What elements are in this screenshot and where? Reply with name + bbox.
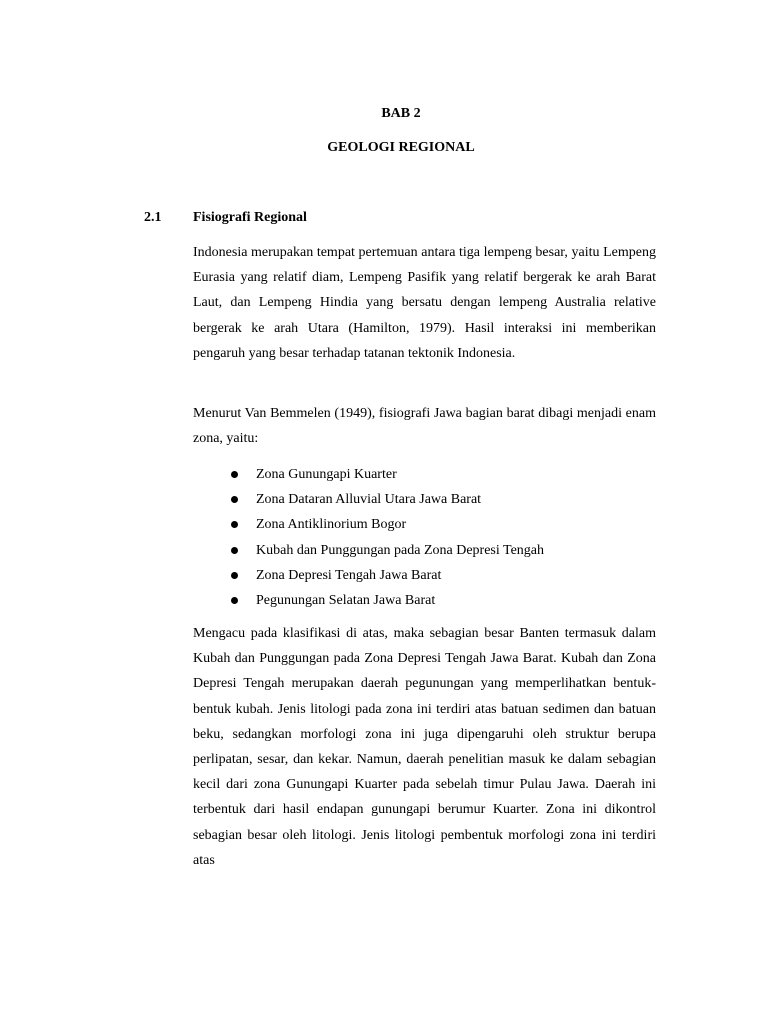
- chapter-title: GEOLOGI REGIONAL: [327, 140, 475, 155]
- list-item-text: Zona Antiklinorium Bogor: [256, 517, 407, 533]
- list-item: [229, 588, 544, 613]
- paragraph-banten-classification: Mengacu pada klasifikasi di atas, maka sebagian besar Banten termasuk dalam Kubah dan Punggungan pada Zona Depresi Tengah Jawa Barat. Kubah dan Zona Depresi Tengah merupakan daerah pegunungan yang memperlihatkan bentuk-bentuk kubah. Jenis litologi pada zona ini terdiri atas batuan sedimen dan batuan beku, sedangkan morfologi zona ini juga dipengaruhi oleh struktur berupa perlipatan, sesar, dan kekar. Namun, daerah penelitian masuk ke dalam sebagian kecil dari zona Gunungapi Kuarter pada sebelah timur Pulau Jawa. Daerah ini terbentuk dari hasil endapan gunungapi berumur Kuarter. Zona ini dikontrol sebagian besar oleh litologi. Jenis litologi pembentuk morfologi zona ini terdiri atas: [193, 626, 656, 868]
- list-item: [229, 487, 544, 512]
- zone-list: [229, 462, 544, 613]
- chapter-number: BAB 2: [381, 106, 421, 121]
- list-item-text: Zona Dataran Alluvial Utara Jawa Barat: [256, 492, 482, 508]
- list-item-text: Zona Depresi Tengah Jawa Barat: [256, 567, 442, 583]
- bullet-icon: [231, 572, 238, 579]
- section-number: 2.1: [144, 210, 162, 225]
- list-item: [229, 462, 544, 487]
- bullet-icon: [231, 496, 238, 503]
- bullet-icon: [231, 597, 238, 604]
- list-item: [229, 538, 544, 563]
- section-title: Fisiografi Regional: [193, 210, 307, 225]
- bullet-icon: [231, 471, 238, 478]
- list-item: [229, 512, 544, 537]
- paragraph-zone-intro: Menurut Van Bemmelen (1949), fisiografi Jawa bagian barat dibagi menjadi enam zona, yaitu:: [193, 406, 656, 447]
- bullet-icon: [231, 521, 238, 528]
- list-item-text: Zona Gunungapi Kuarter: [256, 467, 397, 482]
- bullet-icon: [231, 547, 238, 554]
- list-item-text: Kubah dan Punggungan pada Zona Depresi Tengah: [256, 542, 545, 558]
- list-item: [229, 563, 544, 588]
- list-item-text: Pegunungan Selatan Jawa Barat: [256, 592, 436, 608]
- paragraph-tectonic-plates: Indonesia merupakan tempat pertemuan antara tiga lempeng besar, yaitu Lempeng Eurasia yang relatif diam, Lempeng Pasifik yang relatif bergerak ke arah Barat Laut, dan Lempeng Hindia yang bersatu dengan lempeng Australia relative bergerak ke arah Utara (Hamilton, 1979). Hasil interaksi ini memberikan pengaruh yang besar terhadap tatanan tektonik Indonesia.: [193, 245, 656, 361]
